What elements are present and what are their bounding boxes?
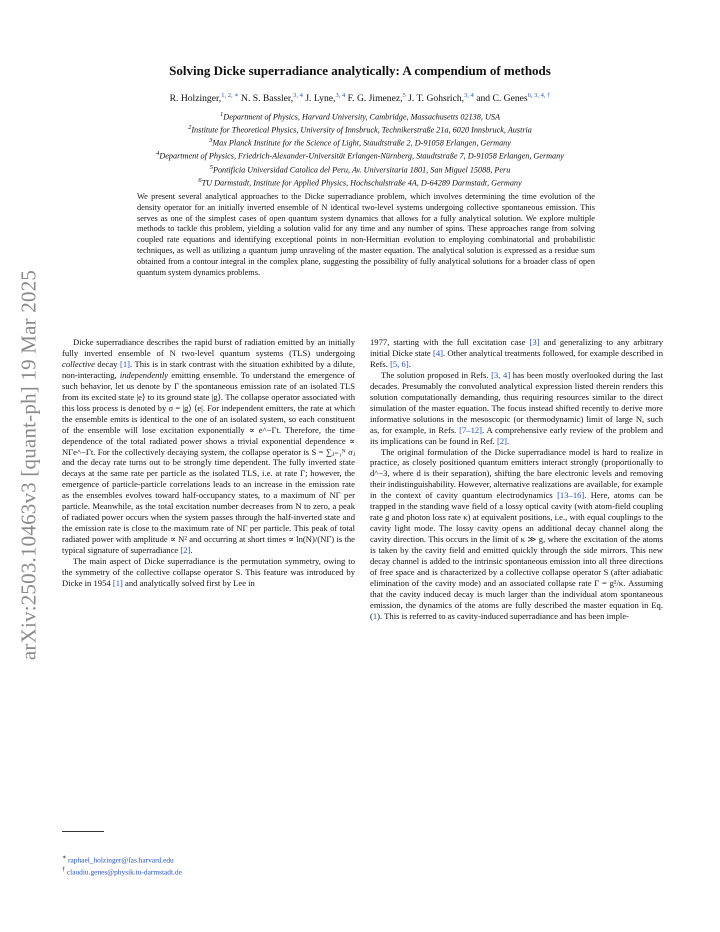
author-name: J. Lyne, bbox=[305, 93, 336, 105]
paragraph: The solution proposed in Refs. [3, 4] has been mostly overlooked during the last decades. Presumably the convoluted analytical expression listed therein renders this solution computationally demanding, thus requiring resources similar to the direct simulation of the master equation. The focus instead shifted recently to derive more informative solutions in the mesoscopic (or thermodynamic) limit of large N, such as, for example, in Refs. [7–12]. A comprehensive early review of the problem and its implications can be found in Ref. [2]. bbox=[370, 369, 663, 446]
citation-link[interactable]: [7–12] bbox=[459, 424, 483, 435]
affiliation-text: Institute for Theoretical Physics, University of Innsbruck, Technikerstraße 21a, 6020 Innsbruck, Austria bbox=[191, 125, 532, 135]
author-affiliation-marker[interactable]: 3, 4 bbox=[335, 92, 346, 99]
author-list bbox=[60, 91, 660, 104]
author-name: N. S. Bassler, bbox=[241, 93, 294, 105]
footnote-marker: † bbox=[62, 866, 67, 874]
affiliation-number: 1 bbox=[220, 111, 224, 118]
author-name: J. T. Gohsrich, bbox=[408, 93, 465, 105]
citation-link[interactable]: [1] bbox=[112, 577, 123, 588]
paragraph: Dicke superradiance describes the rapid burst of radiation emitted by an initially fully inverted ensemble of N two-level quantum systems (TLS) undergoing collective decay [1]. This is in stark contrast with the situation exhibited by a dilute, non-interacting, independently emitting ensemble. To understand the emergence of such behavior, let us denote by Γ the spontaneous emission rate of an isolated TLS from its excited state |e⟩ to its ground state |g⟩. The collapse operator associated with this loss process is denoted by σ = |g⟩ ⟨e|. For independent emitters, the rate at which the ensemble emits is identical to the one of an isolated system, so each constituent of the ensemble will lose excitation exponentially ∝ e^−Γt. Therefore, the time dependence of the total radiated power shows a trivial exponential dependence ∝ NΓe^−Γt. For the collectively decaying system, the collapse operator is S = ∑ⱼ₌₁ᴺ σⱼ and the decay rate turns out to be strongly time dependent. The fully inverted state decays at the same rate per particle as the isolated TLS, i.e. at rate Γ; however, the emergence of particle-particle correlations leads to an increase in the emission rate as the ensembles evolves toward half-occupancy states, to a maximum of NΓ per particle. Meanwhile, as the total excitation number decreases from N to zero, a peak of radiated power occurs when the system passes through the half-inverted state and the emission rate is close to the maximum rate of NΓ per particle. This peak of total radiated power with amplitude ∝ N² and occurring at short times ∝ ln(N)/(NΓ) is the typical signature of superradiance [2]. bbox=[62, 337, 355, 556]
right-column bbox=[370, 337, 663, 917]
citation-link[interactable]: [1] bbox=[119, 358, 130, 369]
left-column bbox=[62, 337, 355, 877]
author-affiliation-marker[interactable]: 1, 2, ∗ bbox=[221, 92, 239, 99]
affiliation bbox=[40, 176, 680, 189]
affiliation-number: 6 bbox=[198, 176, 202, 184]
author-name: R. Holzinger, bbox=[169, 93, 222, 105]
affiliation-text: Department of Physics, Harvard University, Cambridge, Massachusetts 02138, USA bbox=[223, 112, 500, 122]
affiliation bbox=[40, 110, 680, 123]
affiliation-number: 2 bbox=[188, 124, 192, 132]
arxiv-sidebar bbox=[14, 230, 44, 700]
affiliation-number: 4 bbox=[156, 150, 160, 158]
author-name: F. G. Jimenez, bbox=[347, 93, 403, 105]
paper-title: Solving Dicke superradiance analytically: A compendium of methods bbox=[169, 63, 551, 78]
paragraph: The original formulation of the Dicke superradiance model is hard to realize in practice, as closely positioned quantum emitters interact strongly (proportionally to d^−3, where d is their separation), shifting the bare electronic levels and removing their indistinguishability. However, alternative realizations are available, for example in the context of cavity quantum electrodynamics [13–16]. Here, atoms can be trapped in the standing wave field of a lossy optical cavity (with atom-field coupling rate g and photon loss rate κ) at equivalent positions, i.e., with equal couplings to the cavity light mode. The lossy cavity opens an additional decay channel along the cavity direction. This occurs in the limit of κ ≫ g, where the excitation of the atoms is taken by the cavity field and emitted quickly through the side mirrors. This new decay channel is added to the intrinsic spontaneous emission into all three directions of free space and is characterized by a collective collapse operator S (after adiabatic elimination of the cavity mode) and an associated collapse rate Γ = g²/κ. Assuming that the cavity induced decay is much larger than the individual atom spontaneous emission, the dynamics of the atoms are fully described the master equation in Eq. (1). This is referred to as cavity-induced superradiance and has been imple- bbox=[370, 446, 663, 621]
footnote-marker: ∗ bbox=[62, 854, 69, 861]
affiliation bbox=[40, 163, 680, 176]
author-name: and C. Genes bbox=[476, 93, 528, 105]
author-affiliation-marker[interactable]: 3, 4 bbox=[464, 92, 474, 99]
affiliation-text: TU Darmstadt, Institute for Applied Physics, Hochschulstraße 4A, D-64289 Darmstadt, Germany bbox=[201, 178, 522, 188]
emphasis: collective bbox=[62, 358, 95, 369]
author-affiliation-marker[interactable]: 3, 4 bbox=[293, 92, 303, 99]
citation-link[interactable]: [4] bbox=[432, 347, 443, 358]
affiliation-text: Max Planck Institute for the Science of Light, Staudtstraße 2, D-91058 Erlangen, Germany bbox=[212, 139, 511, 149]
abstract: We present several analytical approaches to the Dicke superradiance problem, which involves determining the time evolution of the density operator for an initially inverted ensemble of N identical two-level systems undergoing collective spontaneous emission. This serves as one of the simplest cases of open quantum system dynamics that allows for a fully analytical solution. We explore multiple methods to tackle this problem, yielding a solution valid for any time and any number of spins. These approaches range from solving coupled rate equations and identifying exceptional points in non-Hermitian evolution to employing combinatorial and probabilistic techniques, as well as utilizing a quantum jump unraveling of the master equation. The analytical solution is expressed as a residue sum obtained from a contour integral in the complex plane, suggesting the possibility of fully analytical solutions for a broader class of open quantum system dynamics problems. bbox=[137, 192, 595, 277]
citation-link[interactable]: [3, 4] bbox=[491, 369, 511, 380]
email-link[interactable]: raphael_holzinger@fas.harvard.edu bbox=[68, 855, 174, 865]
arxiv-identifier: arXiv:2503.10463v3 [quant-ph] 19 Mar 2025 bbox=[16, 269, 41, 661]
emphasis: independently bbox=[119, 369, 169, 380]
affiliation-number: 5 bbox=[209, 163, 213, 171]
affiliation bbox=[40, 123, 680, 136]
paragraph: The main aspect of Dicke superradiance is the permutation symmetry, owing to the symmetry of the collective collapse operator S. This feature was introduced by Dicke in 1954 [1] and analytically solved first by Lee in bbox=[62, 556, 355, 588]
citation-link[interactable]: [5, 6] bbox=[390, 358, 409, 369]
citation-link[interactable]: [2] bbox=[496, 435, 508, 446]
paragraph: 1977, starting with the full excitation case [3] and generalizing to any arbitrary initial Dicke state [4]. Other analytical treatments followed, for example described in Refs. [5, 6]. bbox=[370, 337, 663, 369]
citation-link[interactable]: 1 bbox=[372, 610, 378, 621]
footnote-rule bbox=[62, 831, 104, 832]
author-affiliation-marker[interactable]: 6, 3, 4, † bbox=[527, 92, 551, 99]
email-link[interactable]: claudiu.genes@physik.tu-darmstadt.de bbox=[66, 867, 182, 877]
affiliation-list bbox=[40, 110, 680, 189]
affiliation bbox=[40, 136, 680, 149]
affiliation-text: Department of Physics, Friedrich-Alexander-Universität Erlangen-Nürnberg, Staudtstraße 7, D-91058 Erlangen, Germany bbox=[159, 152, 564, 162]
affiliation-text: Pontificia Universidad Catolica del Peru, Av. Universitaria 1801, San Miguel 15088, Peru bbox=[212, 165, 511, 175]
citation-link[interactable]: [3] bbox=[529, 337, 540, 347]
footnote bbox=[62, 865, 355, 877]
author-affiliation-marker[interactable]: 5 bbox=[402, 92, 406, 99]
affiliation bbox=[40, 149, 680, 162]
citation-link[interactable]: [2] bbox=[180, 545, 191, 556]
footnotes bbox=[62, 853, 355, 878]
citation-link[interactable]: [13–16] bbox=[557, 490, 585, 501]
footnote bbox=[62, 853, 355, 865]
affiliation-number: 3 bbox=[209, 137, 213, 145]
